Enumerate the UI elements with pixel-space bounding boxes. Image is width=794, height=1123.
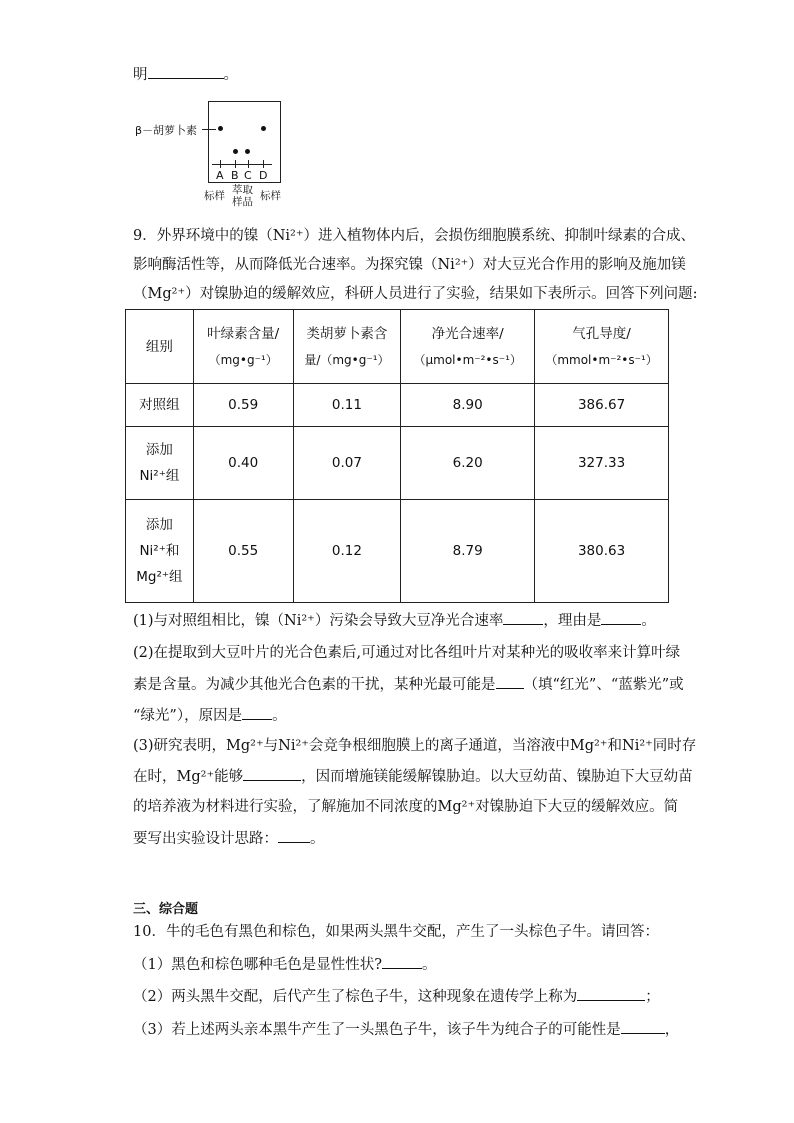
table-row [126,384,669,427]
q9-part-2-line-3: “绿光”），原因是 。 [133,705,287,726]
q9-part-3-line-1: (3)研究表明，Mg²⁺与Ni²⁺会竞争根细胞膜上的离子通道，当溶液中Mg²⁺和Ni²⁺同时存 [133,738,697,754]
q9-part-2-line-1: (2)在提取到大豆叶片的光合色素后,可通过对比各组叶片对某种光的吸收率来计算叶绿 [133,645,681,661]
table-cell: 380.63 [535,500,669,603]
answer-line-top: 明 。 [133,64,238,85]
row-group-control: 对照组 [126,384,194,427]
answer-blank[interactable] [278,828,310,843]
table-header-row [126,310,669,384]
label-leader-line [202,129,216,130]
table-row [126,500,669,603]
extract-label-1: 萃取 [232,184,253,196]
section-heading: 三、综合题 [133,902,199,917]
row-group-ni-mg: 添加 Ni²⁺和 Mg²⁺组 [126,500,194,603]
results-table [125,309,669,603]
q9-part-3-line-4: 要写出实验设计思路： 。 [133,828,325,849]
answer-blank[interactable] [503,610,543,625]
table-cell: 8.90 [401,384,535,427]
answer-blank[interactable] [242,705,272,720]
lane-label-c: C [244,169,252,182]
table-cell: 6.20 [401,427,535,500]
answer-blank[interactable] [496,674,524,689]
lane-label-d: D [259,169,268,182]
q9-line-2: 影响酶活性等，从而降低光合速率。为探究镍（Ni²⁺）对大豆光合作用的影响及施加镁 [133,257,686,273]
header-stomatal-conductance: 气孔导度/ （mmol•m⁻²•s⁻¹） [535,310,669,384]
extract-label-2: 样品 [232,196,253,208]
q10-part-2: （2）两头黑牛交配，后代产生了棕色子牛，这种现象在遗传学上称为 ； [133,986,660,1007]
q10-stem: 10．牛的毛色有黑色和棕色，如果两头黑牛交配，产生了一头棕色子牛。请回答： [133,924,659,940]
table-cell: 0.12 [293,500,401,603]
table-cell: 0.07 [293,427,401,500]
q9-line-1: 9．外界环境中的镍（Ni²⁺）进入植物体内后，会损伤细胞膜系统、抑制叶绿素的合成、 [133,228,696,244]
table-cell: 0.40 [193,427,293,500]
answer-blank[interactable] [382,954,422,969]
q10-part-1: （1）黑色和棕色哪种毛色是显性性状? 。 [133,954,437,975]
table-cell: 8.79 [401,500,535,603]
q10-part-3: （3）若上述两头亲本黑牛产生了一头黑色子牛，该子牛为纯合子的可能性是 ， [133,1019,679,1040]
spot-d [261,126,266,131]
answer-blank[interactable] [148,64,224,79]
lane-label-a: A [216,169,224,182]
q9-line-3: （Mg²⁺）对镍胁迫的缓解效应，科研人员进行了实验，结果如下表所示。回答下列问题: [133,286,698,302]
table-cell: 0.59 [193,384,293,427]
q9-part-3-line-2: 在时，Mg²⁺能够 ，因而增施镁能缓解镍胁迫。以大豆幼苗、镍胁迫下大豆幼苗 [133,766,693,787]
standard-label-left: 标样 [204,190,225,202]
table-cell: 327.33 [535,427,669,500]
q9-part-3-line-3: 的培养液为材料进行实验，了解施加不同浓度的Mg²⁺对镍胁迫下大豆的缓解效应。简 [133,799,679,815]
answer-blank[interactable] [577,986,645,1001]
table-cell: 386.67 [535,384,669,427]
header-group: 组别 [126,310,194,384]
table-row [126,427,669,500]
row-group-ni: 添加 Ni²⁺组 [126,427,194,500]
spot-c [245,149,250,154]
lane-label-b: B [231,169,239,182]
table-cell: 0.55 [193,500,293,603]
top-line-text: 明 [133,67,148,83]
beta-carotene-label: β－胡萝卜素 [135,124,198,137]
standard-label-right: 标样 [260,190,281,202]
q9-part-2-line-2: 素是含量。为减少其他光合色素的干扰，某种光最可能是 （填“红光”、“蓝紫光”或 [133,674,684,695]
q9-part-1: (1)与对照组相比，镍（Ni²⁺）污染会导致大豆净光合速率 ，理由是 。 [133,610,656,631]
header-carotenoid: 类胡萝卜素含 量/（mg•g⁻¹） [293,310,401,384]
table-cell: 0.11 [293,384,401,427]
answer-blank[interactable] [601,610,641,625]
header-chlorophyll: 叶绿素含量/ （mg•g⁻¹） [193,310,293,384]
answer-blank[interactable] [243,766,301,781]
header-net-photosynthesis: 净光合速率/ （μmol•m⁻²•s⁻¹） [401,310,535,384]
spot-b [233,149,238,154]
spot-a [218,126,223,131]
chromatography-figure [130,100,290,212]
answer-blank[interactable] [621,1019,665,1034]
